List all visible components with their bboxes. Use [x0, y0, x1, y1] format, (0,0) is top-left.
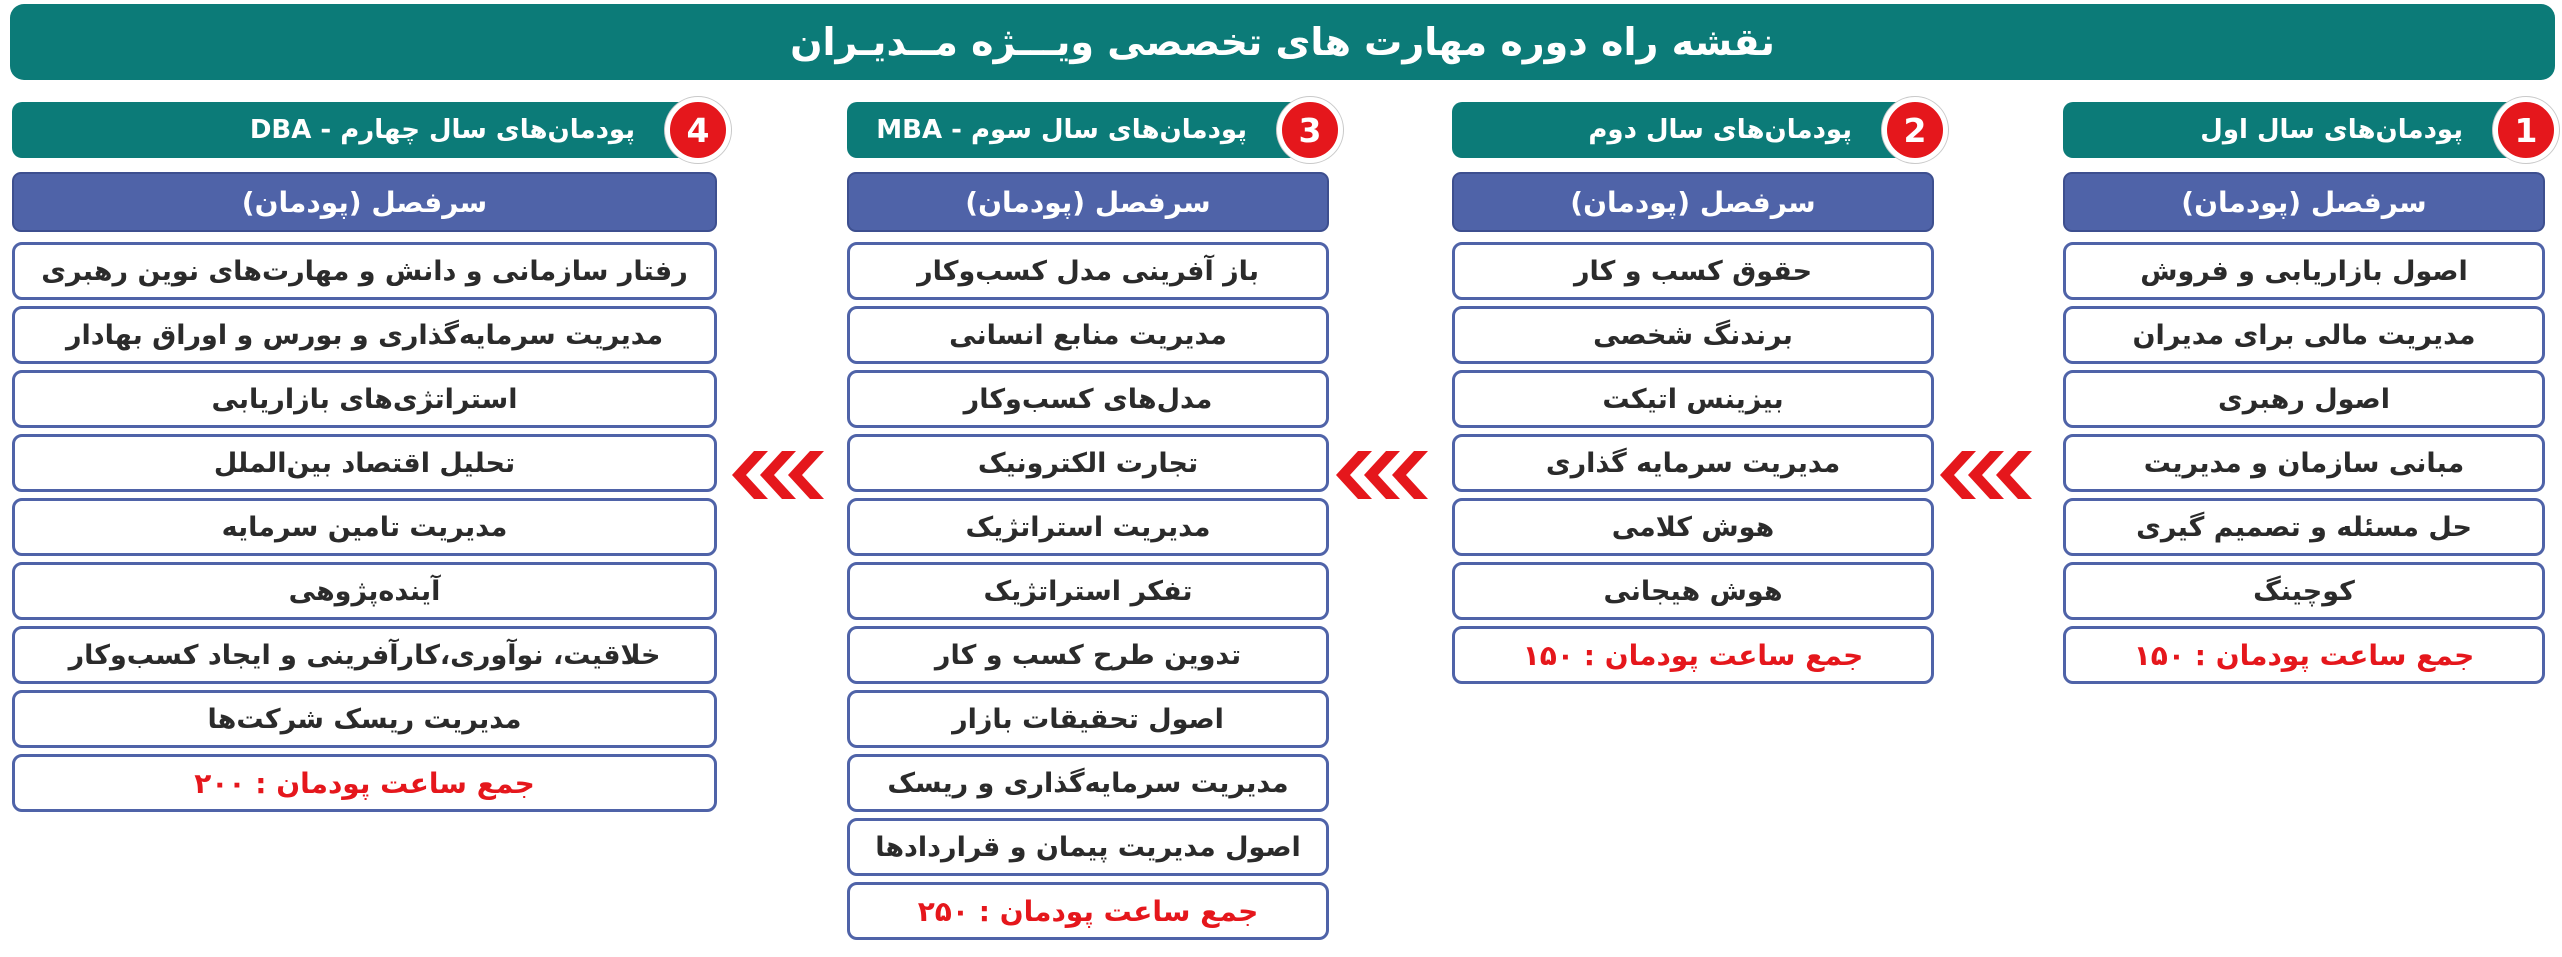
year-2-header [1452, 102, 1934, 158]
year-1-column [2063, 102, 2545, 690]
course-item [12, 626, 717, 684]
year-2-total-hours [1452, 626, 1934, 684]
course-item [1452, 498, 1934, 556]
course-item [847, 370, 1329, 428]
course-item [1452, 306, 1934, 364]
course-item [1452, 370, 1934, 428]
course-label: تفکر استراتژیک [983, 575, 1193, 607]
year-2-label: پودمان‌های سال دوم [1588, 115, 1852, 145]
course-label: مدیریت سرمایه گذاری [1545, 447, 1841, 479]
course-item [847, 434, 1329, 492]
course-item [847, 626, 1329, 684]
year-1-label: پودمان‌های سال اول [2200, 115, 2463, 145]
year-1-course-list [2063, 242, 2545, 684]
course-label: تدوین طرح کسب و کار [934, 639, 1242, 671]
total-hours-label: جمع ساعت پودمان : ۲۵۰ [917, 894, 1259, 928]
year-4-total-hours [12, 754, 717, 812]
course-item [12, 242, 717, 300]
year-4-header [12, 102, 717, 158]
course-label: آینده‌پژوهی [288, 575, 441, 607]
course-label: برندنگ شخصی [1593, 319, 1793, 351]
roadmap-banner [10, 4, 2555, 80]
year-3-number-badge [1277, 97, 1343, 163]
course-item [2063, 242, 2545, 300]
year-3-label: پودمان‌های سال سوم - MBA [876, 115, 1247, 145]
year-3-course-list [847, 242, 1329, 940]
course-label: استراتژی‌های بازاریابی [211, 383, 518, 415]
triple-chevron-left-icon [730, 447, 826, 503]
year-4-number: 4 [686, 110, 710, 150]
year-1-syllabus-header [2063, 172, 2545, 232]
total-hours-label: جمع ساعت پودمان : ۱۵۰ [2133, 638, 2475, 672]
year-4-column [12, 102, 717, 818]
year-2-syllabus-header [1452, 172, 1934, 232]
course-item [847, 242, 1329, 300]
course-item [12, 434, 717, 492]
year-1-total-hours [2063, 626, 2545, 684]
year-4-number-badge [665, 97, 731, 163]
course-label: مدیریت ریسک شرکت‌ها [207, 703, 522, 735]
year-3-header [847, 102, 1329, 158]
year-1-syllabus-label: سرفصل (پودمان) [2181, 185, 2427, 219]
year-3-column [847, 102, 1329, 946]
course-label: مدیریت منابع انسانی [949, 319, 1227, 351]
year-1-header [2063, 102, 2545, 158]
course-label: اصول رهبری [2218, 383, 2390, 415]
course-label: هوش هیجانی [1603, 575, 1783, 607]
course-item [2063, 306, 2545, 364]
year-2-number: 2 [1903, 110, 1927, 150]
course-item [847, 498, 1329, 556]
course-label: مدیریت تامین سرمایه [221, 511, 508, 543]
course-label: هوش کلامی [1611, 511, 1775, 543]
course-label: مدیریت سرمایه‌گذاری و بورس و اوراق بهادار [65, 319, 664, 351]
year-2-course-list [1452, 242, 1934, 684]
year-2-syllabus-label: سرفصل (پودمان) [1570, 185, 1816, 219]
course-item [847, 754, 1329, 812]
course-label: رفتار سازمانی و دانش و مهارت‌های نوین رهبری [41, 255, 688, 287]
course-label: مدیریت استراتژیک [965, 511, 1211, 543]
course-item [847, 818, 1329, 876]
total-hours-label: جمع ساعت پودمان : ۲۰۰ [194, 766, 535, 800]
triple-chevron-left-icon [1938, 447, 2034, 503]
year-4-course-list [12, 242, 717, 812]
year-3-number: 3 [1298, 110, 1322, 150]
course-item [2063, 370, 2545, 428]
course-item [2063, 562, 2545, 620]
course-item [1452, 434, 1934, 492]
course-item [12, 562, 717, 620]
course-label: مدیریت مالی برای مدیران [2132, 319, 2476, 351]
year-2-column [1452, 102, 1934, 690]
year-1-number: 1 [2514, 110, 2538, 150]
year-4-syllabus-header [12, 172, 717, 232]
triple-chevron-left-icon [1334, 447, 1430, 503]
year-4-syllabus-label: سرفصل (پودمان) [241, 185, 488, 219]
year-3-total-hours [847, 882, 1329, 940]
course-label: حقوق کسب و کار [1573, 255, 1813, 287]
roadmap-title: نقشه راه دوره مهارت های تخصصی ویـــژه مــدیـران [790, 20, 1775, 64]
course-item [847, 690, 1329, 748]
course-label: حل مسئله و تصمیم گیری [2136, 511, 2472, 543]
course-label: مدل‌های کسب‌وکار [963, 383, 1213, 415]
course-label: بیزینس اتیکت [1602, 383, 1784, 415]
course-item [12, 370, 717, 428]
year-4-label: پودمان‌های سال چهارم - DBA [249, 115, 635, 145]
course-label: اصول بازاریابی و فروش [2140, 255, 2468, 287]
course-label: خلاقیت، نوآوری،کارآفرینی و ایجاد کسب‌وکار [68, 639, 661, 671]
course-item [2063, 498, 2545, 556]
course-item [1452, 242, 1934, 300]
course-item [12, 306, 717, 364]
year-2-number-badge [1882, 97, 1948, 163]
course-label: اصول مدیریت پیمان و قراردادها [875, 831, 1301, 863]
course-item [12, 690, 717, 748]
year-3-syllabus-label: سرفصل (پودمان) [965, 185, 1211, 219]
course-label: مدیریت سرمایه‌گذاری و ریسک [887, 767, 1289, 799]
course-label: اصول تحقیقات بازار [952, 703, 1224, 735]
total-hours-label: جمع ساعت پودمان : ۱۵۰ [1522, 638, 1864, 672]
year-1-number-badge [2493, 97, 2559, 163]
course-label: کوچینگ [2253, 575, 2355, 607]
course-item [847, 306, 1329, 364]
course-item [12, 498, 717, 556]
course-label: تجارت الکترونیک [977, 447, 1199, 479]
course-label: باز آفرینی مدل کسب‌وکار [917, 255, 1259, 287]
course-label: مبانی سازمان و مدیریت [2143, 447, 2465, 479]
course-item [847, 562, 1329, 620]
course-item [2063, 434, 2545, 492]
course-label: تحلیل اقتصاد بین‌الملل [213, 447, 516, 479]
year-3-syllabus-header [847, 172, 1329, 232]
course-item [1452, 562, 1934, 620]
